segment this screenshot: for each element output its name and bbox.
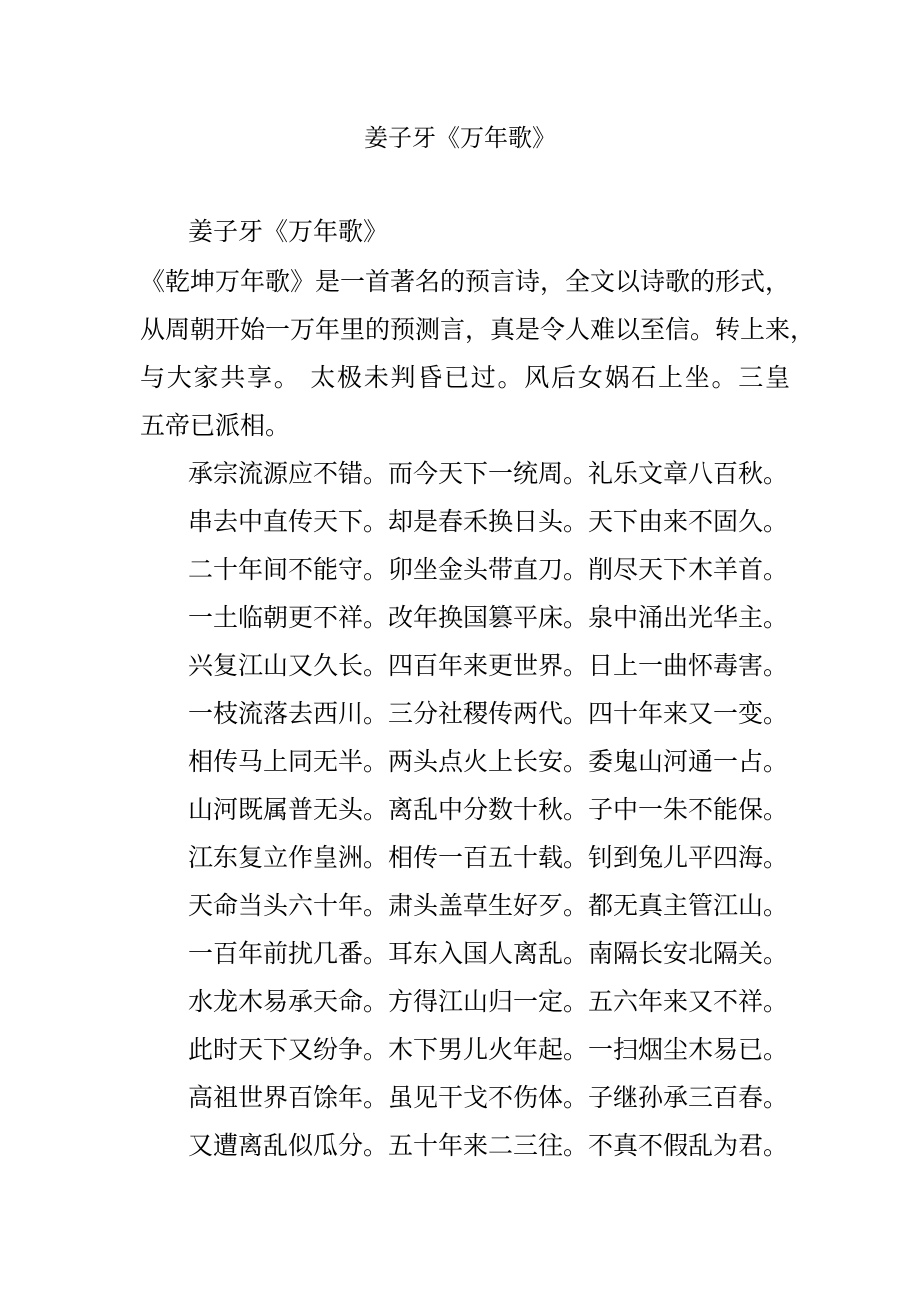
intro-line: 五帝已派相。 bbox=[140, 411, 291, 440]
verse-line: 天命当头六十年。肃头盖草生好歹。都无真主管江山。 bbox=[188, 891, 789, 920]
verse-line: 山河既属普无头。离乱中分数十秋。子中一朱不能保。 bbox=[188, 795, 789, 824]
verse-line: 此时天下又纷争。木下男儿火年起。一扫烟尘木易已。 bbox=[188, 1035, 789, 1064]
verse-line: 水龙木易承天命。方得江山归一定。五六年来又不祥。 bbox=[188, 987, 789, 1016]
document-title: 姜子牙《万年歌》 bbox=[364, 124, 556, 152]
verse-line: 江东复立作皇洲。相传一百五十载。钊到兔儿平四海。 bbox=[188, 843, 789, 872]
verse-line: 高祖世界百馀年。虽见干戈不伤体。子继孙承三百春。 bbox=[188, 1083, 789, 1112]
intro-line: 与大家共享。 太极未判昏已过。风后女娲石上坐。三皇 bbox=[140, 363, 790, 392]
verse-line: 相传马上同无半。两头点火上长安。委鬼山河通一占。 bbox=[188, 747, 789, 776]
intro-line: 从周朝开始一万年里的预测言，真是令人难以至信。转上来， bbox=[140, 315, 816, 344]
verse-line: 承宗流源应不错。而今天下一统周。礼乐文章八百秋。 bbox=[188, 459, 789, 488]
verse-line: 一百年前扰几番。耳东入国人离乱。南隔长安北隔关。 bbox=[188, 939, 789, 968]
verse-line: 一枝流落去西川。三分社稷传两代。四十年来又一变。 bbox=[188, 699, 789, 728]
verse-line: 又遭离乱似瓜分。五十年来二三往。不真不假乱为君。 bbox=[188, 1131, 789, 1160]
verse-line: 串去中直传天下。却是春禾换日头。天下由来不固久。 bbox=[188, 507, 789, 536]
intro-line: 《乾坤万年歌》是一首著名的预言诗，全文以诗歌的形式， bbox=[140, 267, 791, 296]
verse-line: 兴复江山又久长。四百年来更世界。日上一曲怀毒害。 bbox=[188, 651, 789, 680]
verse-line: 一土临朝更不祥。改年换国篡平床。泉中涌出光华主。 bbox=[188, 603, 789, 632]
document-subtitle: 姜子牙《万年歌》 bbox=[188, 217, 389, 246]
verse-line: 二十年间不能守。卯坐金头带直刀。削尽天下木羊首。 bbox=[188, 555, 789, 584]
